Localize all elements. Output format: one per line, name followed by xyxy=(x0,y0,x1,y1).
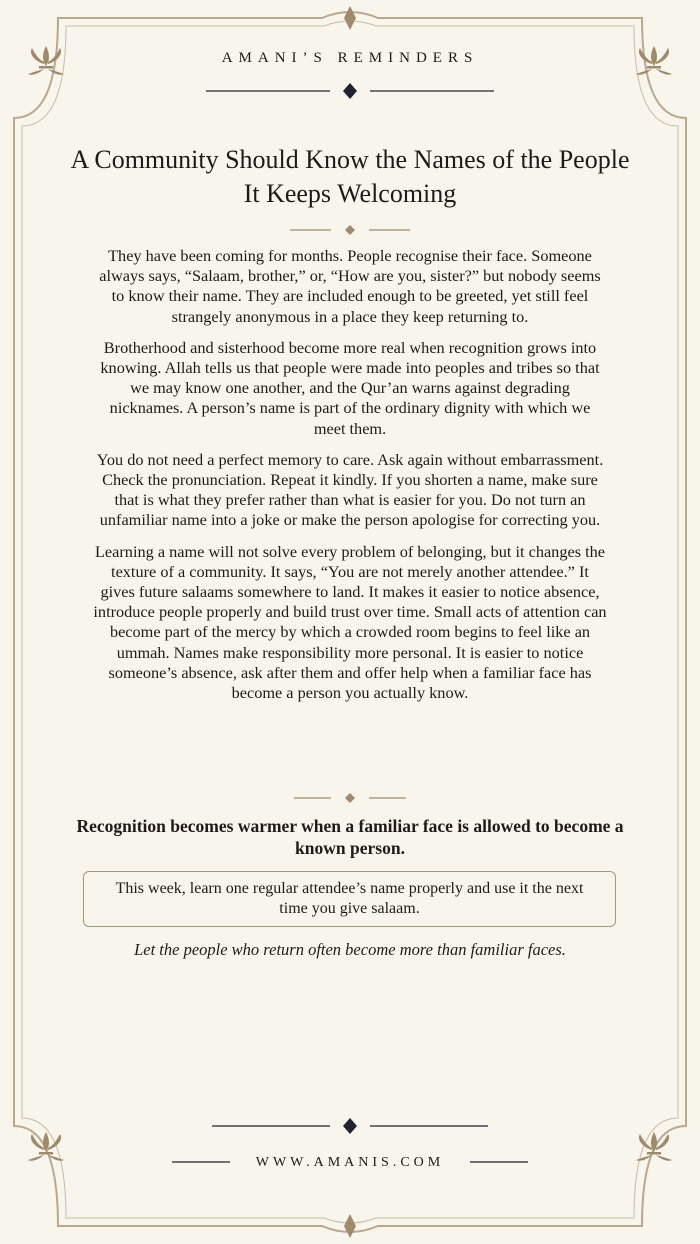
article-body xyxy=(92,246,608,714)
brand-name: AMANI’S REMINDERS xyxy=(221,50,479,66)
paragraph: You do not need a perfect memory to care. Ask again without embarrassment. Check the pronunciation. Repeat it kindly. If you shorten a name, make sure that is what they prefer rather than what is easier for you. Do not turn an unfamiliar name into a joke or make the person apologise for correcting you. xyxy=(96,449,604,530)
action-text: This week, learn one regular attendee’s name properly and use it the next time you give salaam. xyxy=(115,880,584,917)
website-link[interactable]: WWW.AMANIS.COM xyxy=(255,1155,445,1170)
paragraph: They have been coming for months. People recognise their face. Someone always says, “Salaam, brother,” or, “How are you, sister?” but nobody seems to know their name. They are included enough to be greeted, yet still feel strangely anonymous in a place they keep returning to. xyxy=(99,246,601,326)
top-diamond-icon xyxy=(344,6,356,30)
title-divider-diamond-icon xyxy=(345,225,355,235)
bottom-diamond-icon xyxy=(344,1214,356,1238)
action-box xyxy=(83,871,616,927)
paragraph: Learning a name will not solve every problem of belonging, but it changes the texture of a community. It says, “You are not merely another attendee.” It gives future salaams somewhere to land. It makes it easier to notice absence, introduce people properly and build trust over time. Small acts of attention can become part of the mercy by which a crowded room begins to feel like an ummah. Names make responsibility more personal. It is easier to notice someone’s absence, ask after them and offer help when a familiar face has become a person you actually know. xyxy=(93,541,607,703)
header-diamond-icon xyxy=(343,83,357,99)
body-divider-diamond-icon xyxy=(345,793,355,803)
closing-line: Let the people who return often become more than familiar faces. xyxy=(134,940,566,959)
page-title: A Community Should Know the Names of the People It Keeps Welcoming xyxy=(70,145,630,208)
footer-diamond-icon xyxy=(343,1118,357,1134)
paragraph: Brotherhood and sisterhood become more real when recognition grows into knowing. Allah tells us that people were made into peoples and tribes so that we may know one another, and the Qur’an warns against degrading nicknames. A person’s name is part of the ordinary dignity with which we meet them. xyxy=(100,337,600,438)
key-takeaway: Recognition becomes warmer when a familiar face is allowed to become a known person. xyxy=(76,816,624,858)
